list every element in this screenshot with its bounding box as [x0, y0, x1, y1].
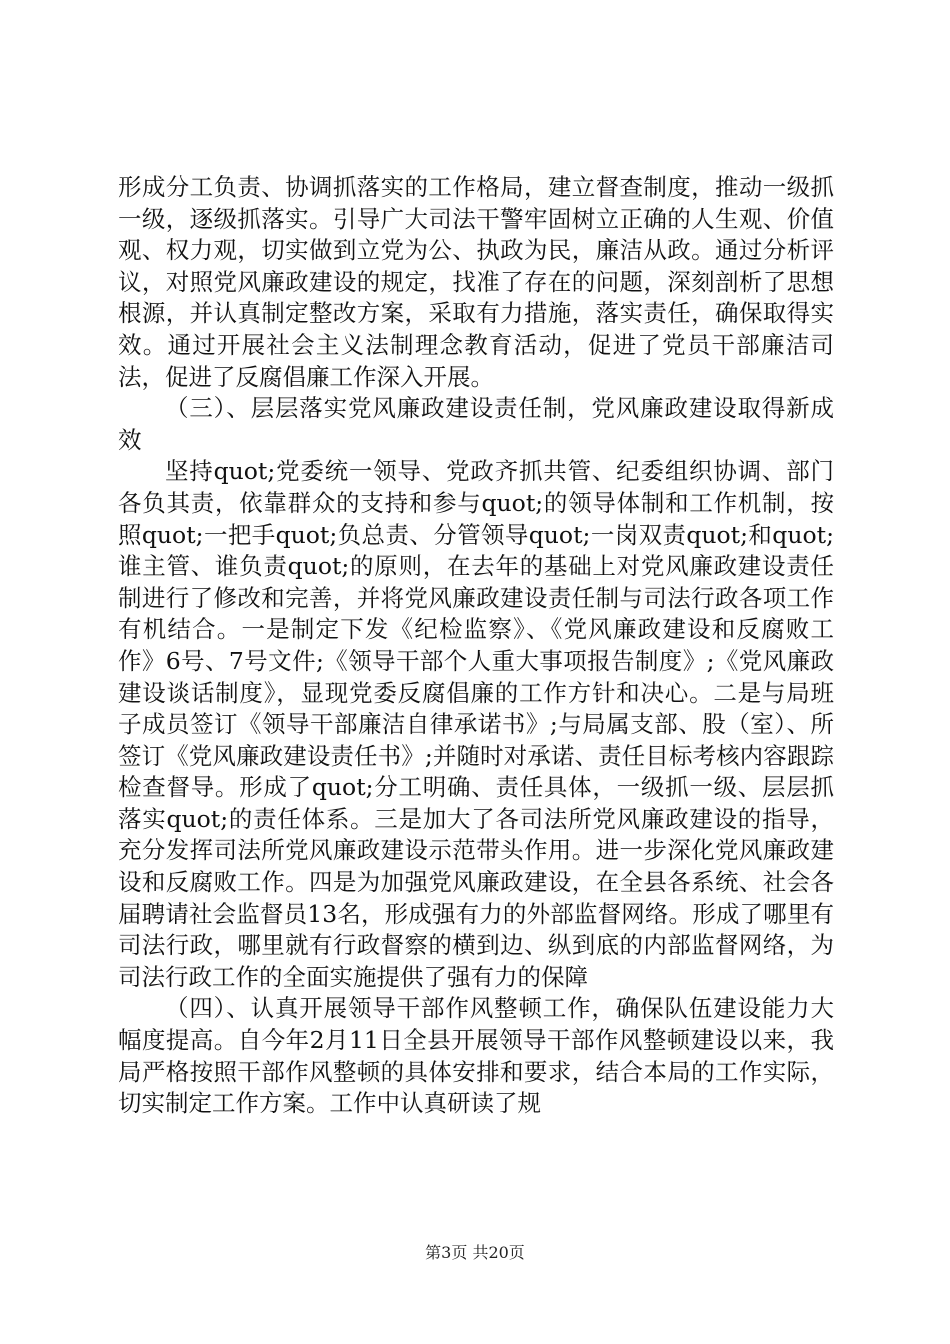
page-footer: 第3页 共20页 — [425, 1243, 525, 1262]
paragraph-1: 形成分工负责、协调抓落实的工作格局，建立督查制度，推动一级抓一级，逐级抓落实。引导广大司法干警牢固树立正确的人生观、价值观、权力观，切实做到立党为公、执政为民，廉洁从政。通过分析评议，对照党风廉政建设的规定，找准了存在的问题，深刻剖析了思想根源，并认真制定整改方案，采取有力措施，落实责任，确保取得实效。通过开展社会主义法制理念教育活动，促进了党员干部廉洁司法，促进了反腐倡廉工作深入开展。 — [118, 173, 834, 391]
section-heading-3: （三）、层层落实党风廉政建设责任制，党风廉政建设取得新成效 — [118, 394, 834, 454]
document-body — [118, 172, 834, 1120]
paragraph-3: 坚持quot;党委统一领导、党政齐抓共管、纪委组织协调、部门各负其责，依靠群众的支持和参与quot;的领导体制和工作机制，按照quot;一把手quot;负总责、分管领导quot;一岗双责quot;和quot;谁主管、谁负责quot;的原则，在去年的基础上对党风廉政建设责任制进行了修改和完善，并将党风廉政建设责任制与司法行政各项工作有机结合。一是制定下发《纪检监察》、《党风廉政建设和反腐败工作》6号、7号文件;《领导干部个人重大事项报告制度》;《党风廉政建设谈话制度》，显现党委反腐倡廉的工作方针和决心。二是与局班子成员签订《领导干部廉洁自律承诺书》;与局属支部、股（室）、所签订《党风廉政建设责任书》;并随时对承诺、责任目标考核内容跟踪检查督导。形成了quot;分工明确、责任具体，一级抓一级、层层抓落实quot;的责任体系。三是加大了各司法所党风廉政建设的指导，充分发挥司法所党风廉政建设示范带头作用。进一步深化党风廉政建设和反腐败工作。四是为加强党风廉政建设，在全县各系统、社会各届聘请社会监督员13名，形成强有力的外部监督网络。形成了哪里有司法行政，哪里就有行政督察的横到边、纵到底的内部监督网络，为司法行政工作的全面实施提供了强有力的保障 — [118, 457, 834, 991]
section-heading-4: （四）、认真开展领导干部作风整顿工作，确保队伍建设能力大幅度提高。自今年2月11日全县开展领导干部作风整顿建设以来，我局严格按照干部作风整顿的具体安排和要求，结合本局的工作实际，切实制定工作方案。工作中认真研读了规 — [118, 994, 834, 1118]
